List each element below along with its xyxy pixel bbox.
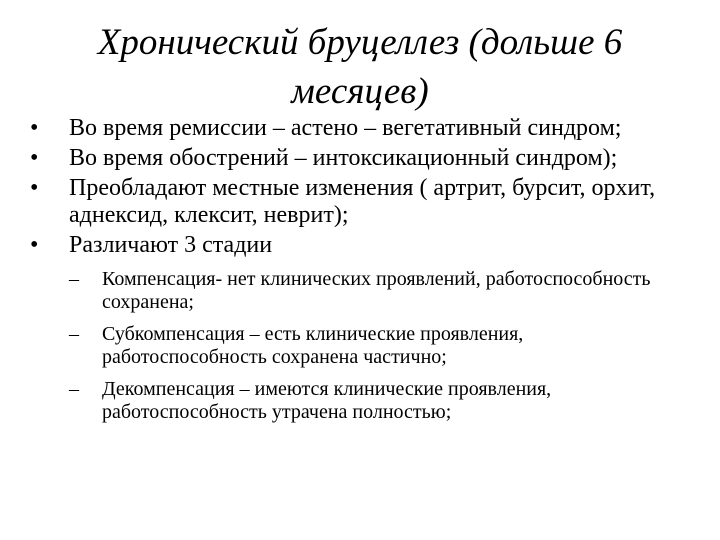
sub-bullet-marker: – bbox=[69, 323, 79, 345]
bullet-text: Во время обострений – интоксикационный синдром); bbox=[69, 145, 618, 171]
bullet-item-local-changes bbox=[30, 175, 690, 229]
bullet-text: Во время ремиссии – астено – вегетативный синдром; bbox=[69, 115, 622, 141]
stage-list bbox=[69, 268, 690, 424]
stage-item-decompensation bbox=[69, 378, 690, 424]
stage-item-subcompensation bbox=[69, 323, 690, 369]
bullet-item-exacerbation bbox=[30, 145, 690, 172]
sub-bullet-marker: – bbox=[69, 378, 79, 400]
stage-item-compensation bbox=[69, 268, 690, 314]
bullet-item-stages bbox=[30, 232, 690, 424]
bullet-text: Преобладают местные изменения ( артрит, бурсит, орхит, аднексид, клексит, неврит); bbox=[69, 175, 656, 228]
slide-title: Хронический бруцеллез (дольше 6 месяцев) bbox=[97, 22, 623, 112]
stage-text: Субкомпенсация – есть клинические проявления, работоспособность сохранена частично; bbox=[102, 323, 524, 368]
bullet-text: Различают 3 стадии bbox=[69, 232, 273, 258]
bullet-marker: • bbox=[30, 175, 39, 201]
stage-text: Декомпенсация – имеются клинические проявления, работоспособность утрачена полностью; bbox=[102, 378, 552, 423]
sub-bullet-marker: – bbox=[69, 268, 79, 290]
bullet-item-remission bbox=[30, 115, 690, 142]
bullet-marker: • bbox=[30, 115, 39, 141]
stage-text: Компенсация- нет клинических проявлений, работоспособность сохранена; bbox=[102, 268, 651, 313]
bullet-list bbox=[30, 115, 690, 433]
bullet-marker: • bbox=[30, 145, 39, 171]
bullet-marker: • bbox=[30, 232, 39, 258]
